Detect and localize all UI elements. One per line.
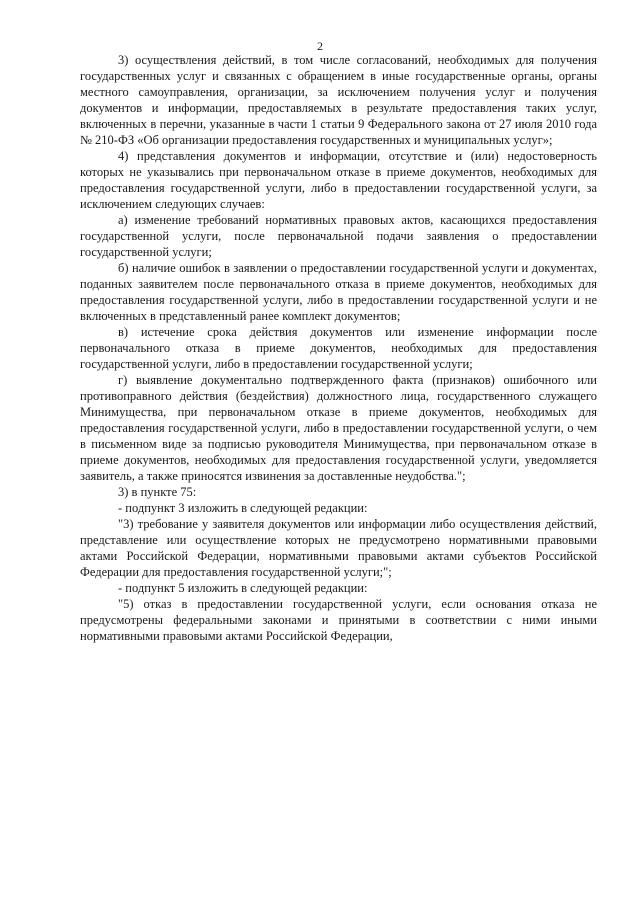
paragraph-subpoint-5-intro: - подпункт 5 изложить в следующей редакции:: [118, 581, 368, 595]
paragraph-subpoint-5-text: "5) отказ в предоставлении государственной услуги, если основания отказа не предусмотрены федеральными законами и принятыми в соответствии с ними иными нормативными правовыми актами Российской Федерации,: [80, 597, 597, 643]
subparagraph-v: в) истечение срока действия документов или изменение информации после первоначального отказа в приеме документов, необходимых для предоставления государственной услуги, либо в предоставлении государственной услуги;: [80, 325, 597, 371]
subparagraph-g: г) выявление документально подтвержденного факта (признаков) ошибочного или противоправного действия (бездействия) должностного лица, государственного служащего Минимущества, при первоначальном отказе в приеме документов, необходимых для предоставления государственной услуги, либо в предоставлении государственной услуги, о чем в письменном виде за подписью руководителя Минимущества, при первоначальном отказе в приеме документов, необходимых для предоставления государственной услуги, уведомляется заявитель, а также приносятся извинения за доставленные неудобства.";: [80, 373, 597, 483]
document-body: [80, 52, 597, 644]
paragraph-item-3: 3) осуществления действий, в том числе согласований, необходимых для получения государственных услуг и связанных с обращением в иные государственные органы, органы местного самоуправления, организации, за исключением получения услуг и получения документов и информации, предоставляемых в результате предоставления таких услуг, включенных в перечни, указанные в части 1 статьи 9 Федерального закона от 27 июля 2010 года № 210-ФЗ «Об организации предоставления государственных и муниципальных услуг»;: [80, 53, 597, 147]
subparagraph-a: а) изменение требований нормативных правовых актов, касающихся предоставления государственной услуги, после первоначальной подачи заявления о предоставлении государственной услуги;: [80, 213, 597, 259]
page-number: 2: [317, 39, 323, 53]
paragraph-subpoint-3-intro: - подпункт 3 изложить в следующей редакции:: [118, 501, 368, 515]
paragraph-point-75: 3) в пункте 75:: [118, 485, 197, 499]
paragraph-item-4: 4) представления документов и информации, отсутствие и (или) недостоверность которых не указывались при первоначальном отказе в приеме документов, необходимых для предоставления государственной услуги, либо в предоставлении государственной услуги, за исключением следующих случаев:: [80, 149, 597, 211]
paragraph-subpoint-3-text: "3) требование у заявителя документов или информации либо осуществления действий, представление или осуществление которых не предусмотрено нормативными правовыми актами Российской Федерации, нормативными правовыми актами субъектов Российской Федерации для предоставления государственной услуги;";: [80, 517, 597, 579]
subparagraph-b: б) наличие ошибок в заявлении о предоставлении государственной услуги и документах, поданных заявителем после первоначального отказа в приеме документов, необходимых для предоставления государственной услуги, либо в предоставлении государственной услуги и не включенных в представленный ранее комплект документов;: [80, 261, 597, 323]
